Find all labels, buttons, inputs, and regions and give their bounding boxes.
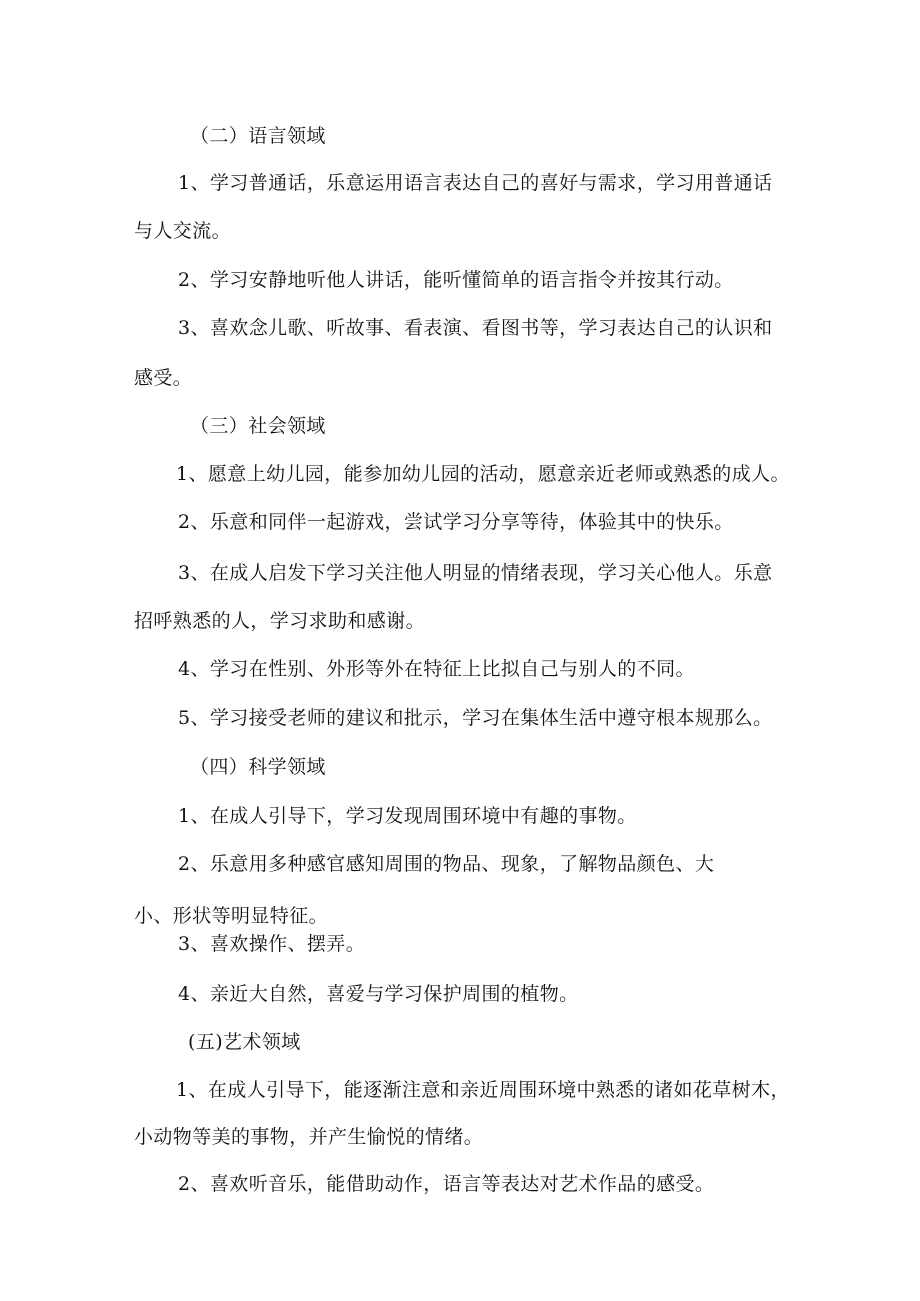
science-item-4: 4、亲近大自然，喜爱与学习保护周围的植物。	[178, 983, 579, 1005]
art-item-1-line-2: 小动物等美的事物，并产生愉悦的情绪。	[134, 1126, 484, 1148]
language-item-2: 2、学习安静地听他人讲话，能听懂简单的语言指令并按其行动。	[178, 269, 734, 291]
science-item-1: 1、在成人引导下，学习发现周围环境中有趣的事物。	[178, 805, 637, 827]
language-item-3-line-2: 感受。	[134, 367, 193, 389]
science-item-2-line-1: 2、乐意用多种感官感知周围的物品、现象，了解物品颜色、大	[178, 853, 715, 875]
social-item-2: 2、乐意和同伴一起游戏，尝试学习分享等待，体验其中的快乐。	[178, 511, 734, 533]
social-item-5: 5、学习接受老师的建议和批示，学习在集体生活中遵守根本规那么。	[178, 707, 773, 729]
art-item-1-line-1: 1、在成人引导下，能逐渐注意和亲近周围环境中熟悉的诸如花草树木，	[176, 1079, 790, 1101]
art-item-2: 2、喜欢听音乐，能借助动作，语言等表达对艺术作品的感受。	[178, 1173, 715, 1195]
social-item-3-line-1: 3、在成人启发下学习关注他人明显的情绪表现，学习关心他人。乐意	[178, 562, 773, 584]
language-item-1-line-2: 与人交流。	[134, 220, 232, 242]
section-heading-science: （四）科学领域	[190, 756, 326, 778]
section-heading-art: (五)艺术领域	[188, 1031, 301, 1053]
language-item-1-line-1: 1、学习普通话，乐意运用语言表达自己的喜好与需求，学习用普通话	[178, 172, 773, 194]
science-item-2-line-2: 小、形状等明显特征。	[134, 905, 329, 927]
social-item-4: 4、学习在性别、外形等外在特征上比拟自己与别人的不同。	[178, 658, 695, 680]
science-item-3: 3、喜欢操作、摆弄。	[178, 933, 366, 955]
social-item-3-line-2: 招呼熟悉的人，学习求助和感谢。	[134, 610, 426, 632]
section-heading-social: （三）社会领域	[190, 415, 326, 437]
language-item-3-line-1: 3、喜欢念儿歌、听故事、看表演、看图书等，学习表达自己的认识和	[178, 317, 773, 339]
section-heading-language: （二）语言领域	[190, 125, 326, 147]
social-item-1: 1、愿意上幼儿园，能参加幼儿园的活动，愿意亲近老师或熟悉的成人。	[176, 463, 790, 485]
